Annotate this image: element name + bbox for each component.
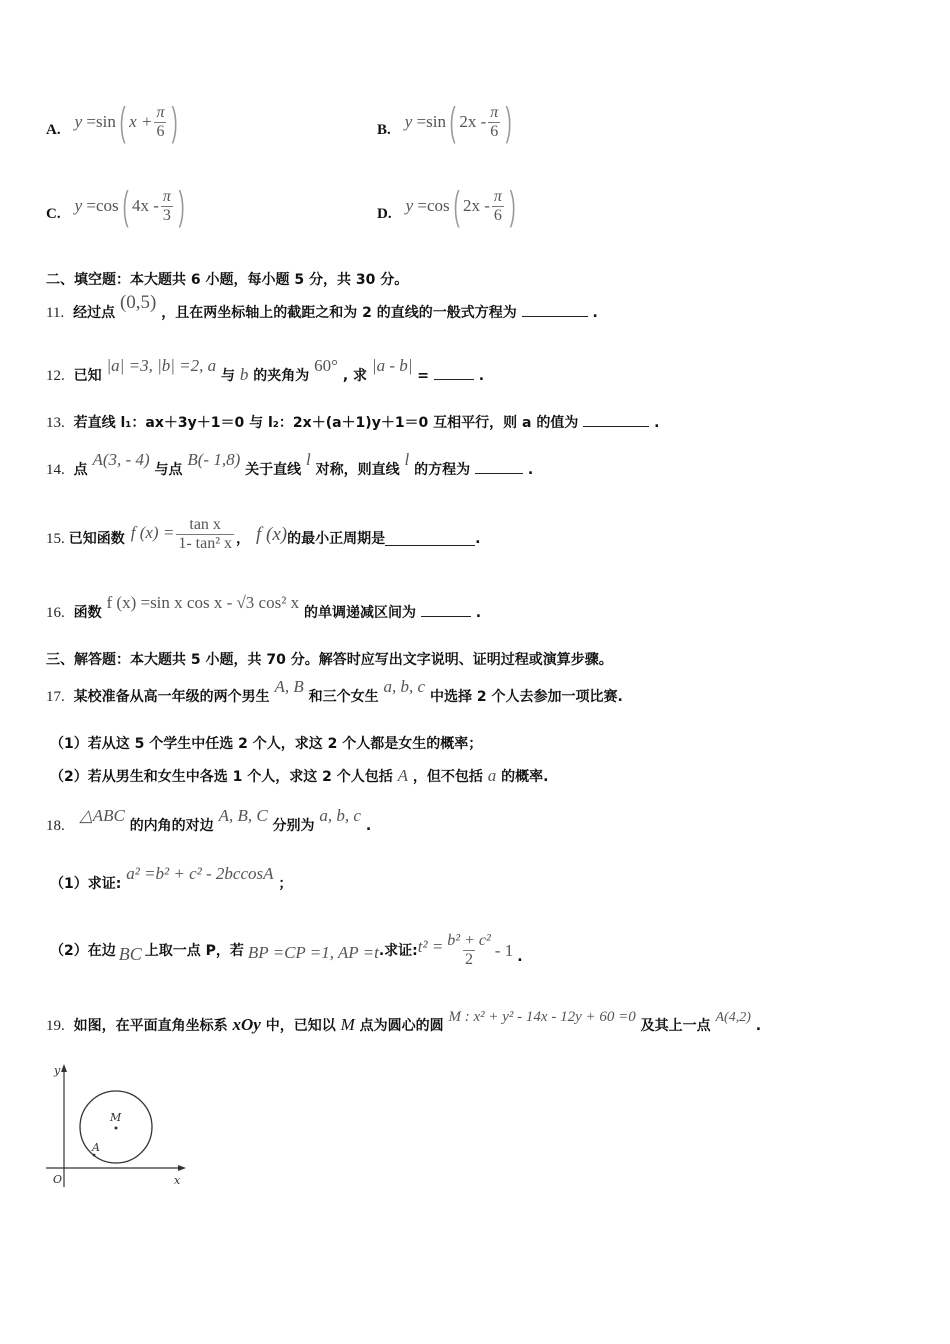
option-label: D. <box>377 205 392 222</box>
question-number: 16. <box>46 605 65 621</box>
math-var: l <box>404 450 410 469</box>
section-heading-fill-blank: 二、填空题：本大题共 6 小题，每小题 5 分，共 30 分。 <box>46 272 409 288</box>
question-number: 13. <box>46 415 65 431</box>
coordinate-figure <box>44 1062 194 1192</box>
math-cosine-law: a² =b² + c² - 2bccosA <box>126 864 274 883</box>
math-point: A(3, - 4) <box>92 450 150 469</box>
math-expr: |a - b| <box>371 356 413 375</box>
option-b: B. y =sin ( 2x - $\frac{\pi}{6}$ ) <box>377 100 512 144</box>
option-d: D. y =cos ( 2x - $\frac{\pi}{6}$ ) <box>377 184 516 228</box>
svg-text:O: O <box>53 1173 63 1186</box>
answer-blank[interactable] <box>475 460 523 474</box>
answer-blank[interactable] <box>421 603 471 617</box>
option-label: C. <box>46 205 61 222</box>
option-expr-inner: x + <box>129 112 153 131</box>
answer-blank[interactable] <box>385 532 475 546</box>
math-point: (0,5) <box>119 292 157 313</box>
math-fraction: $\frac{\text{tan x}}{\text{1- tan² x}}$ <box>178 516 232 552</box>
question-number: 11. <box>46 305 65 321</box>
question-number: 17. <box>46 689 65 705</box>
option-a: A. y =sin ( x + $\frac{\pi}{6}$ ) <box>46 100 179 144</box>
section-heading-solution: 三、解答题：本大题共 5 小题，共 70 分。解答时应写出文字说明、证明过程或演算步骤。 <box>46 652 613 668</box>
question-14: 14. 点 A(3, - 4) 与点 B(- 1,8) 关于直线 l 对称，则直线 l 的方程为 . <box>46 450 534 478</box>
question-number: 19. <box>46 1018 65 1034</box>
question-13: 13. 若直线 l₁：ax＋3y＋1＝0 与 l₂：2x＋(a＋1)y＋1＝0 互相平行，则 a 的值为 . <box>46 415 660 431</box>
math-angles: A, B, C <box>218 806 268 825</box>
math-angle: 60° <box>314 356 338 375</box>
math-var: b <box>239 365 249 384</box>
math-expr: |a| =3, |b| =2, a <box>106 356 217 375</box>
answer-blank[interactable] <box>583 413 649 427</box>
option-fraction: $\frac{\pi}{6}$ <box>493 187 502 224</box>
svg-text:x: x <box>174 1174 181 1187</box>
math-triangle: △ABC <box>79 806 125 825</box>
option-fraction: $\frac{\pi}{6}$ <box>490 103 499 140</box>
question-number: 15. <box>46 530 65 547</box>
answer-blank[interactable] <box>434 366 474 380</box>
math-set: A, B <box>274 677 304 696</box>
option-label: B. <box>377 121 391 138</box>
math-var: l <box>306 450 311 469</box>
option-label: A. <box>46 121 61 138</box>
math-point: B(- 1,8) <box>187 450 241 469</box>
option-fraction: $\frac{\pi}{3}$ <box>162 187 171 224</box>
math-circle-equation: M : x² + y² - 14x - 12y + 60 =0 <box>448 1009 636 1025</box>
question-18-part-1: （1）求证: a² =b² + c² - 2bccosA ； <box>50 864 293 892</box>
question-17-part-1: （1）若从这 5 个学生中任选 2 个人，求这 2 个人都是女生的概率； <box>50 736 483 752</box>
option-expr-lhs: y =cos <box>405 196 450 215</box>
option-expr-inner: 2x - <box>459 112 487 131</box>
math-sides: a, b, c <box>319 806 361 825</box>
math-set: a, b, c <box>383 677 426 696</box>
svg-text:M: M <box>110 1111 122 1124</box>
math-point: A(4,2) <box>715 1010 751 1025</box>
question-11: 11. 经过点 (0,5) ，且在两坐标轴上的截距之和为 2 的直线的一般式方程为 . <box>46 292 598 321</box>
option-expr-inner: 4x - <box>131 196 159 215</box>
option-expr-lhs: y =sin <box>404 112 446 131</box>
circle-diagram-icon <box>44 1062 194 1192</box>
question-number: 18. <box>46 818 65 834</box>
math-func: f (x) = <box>130 522 175 542</box>
question-17: 17. 某校准备从高一年级的两个男生 A, B 和三个女生 a, b, c 中选择 2 个人去参加一项比赛. <box>46 677 623 705</box>
question-19: 19. 如图，在平面直角坐标系 xOy 中，已知以 M 点为圆心的圆 M : x² + y² - 14x - 12y + 60 =0 及其上一点 A(4,2) . <box>46 1009 762 1034</box>
math-fraction: $\frac{\text{b² + c²}}{2}$ <box>447 932 491 968</box>
option-expr-inner: 2x - <box>462 196 490 215</box>
question-15: 15. 已知函数 f (x) = $\frac{\text{tan x}}{\text{1- tan² x}}$ ， f (x) 的最小正周期是 . <box>46 516 481 552</box>
answer-blank[interactable] <box>522 303 588 317</box>
question-number: 14. <box>46 462 65 478</box>
option-fraction: $\frac{\pi}{6}$ <box>156 103 165 140</box>
svg-text:A: A <box>92 1141 100 1154</box>
question-12: 12. 已知 |a| =3, |b| =2, a 与 b 的夹角为 60° , 求 |a - b| = . <box>46 356 485 384</box>
svg-text:y: y <box>54 1064 61 1077</box>
option-c: C. y =cos ( 4x - $\frac{\pi}{3}$ ) <box>46 184 185 228</box>
option-expr-lhs: y =cos <box>74 196 119 215</box>
question-number: 12. <box>46 368 65 384</box>
question-18-part-2: （2）在边 BC 上取一点 P，若 BP =CP =1, AP =t .求证: t² = $\frac{\text{b² + c²}}{2}$ - 1 . <box>50 932 523 968</box>
math-func: f (x) <box>255 523 288 545</box>
question-17-part-2: （2）若从男生和女生中各选 1 个人，求这 2 个人包括 A ，但不包括 a 的概率. <box>50 766 549 785</box>
question-16: 16. 函数 f (x) =sin x cos x - √3 cos² x 的单调递减区间为 . <box>46 593 482 621</box>
option-expr-lhs: y =sin <box>74 112 116 131</box>
math-func: f (x) =sin x cos x - √3 cos² x <box>106 593 300 612</box>
question-18: 18. △ABC 的内角的对边 A, B, C 分别为 a, b, c . <box>46 806 372 834</box>
